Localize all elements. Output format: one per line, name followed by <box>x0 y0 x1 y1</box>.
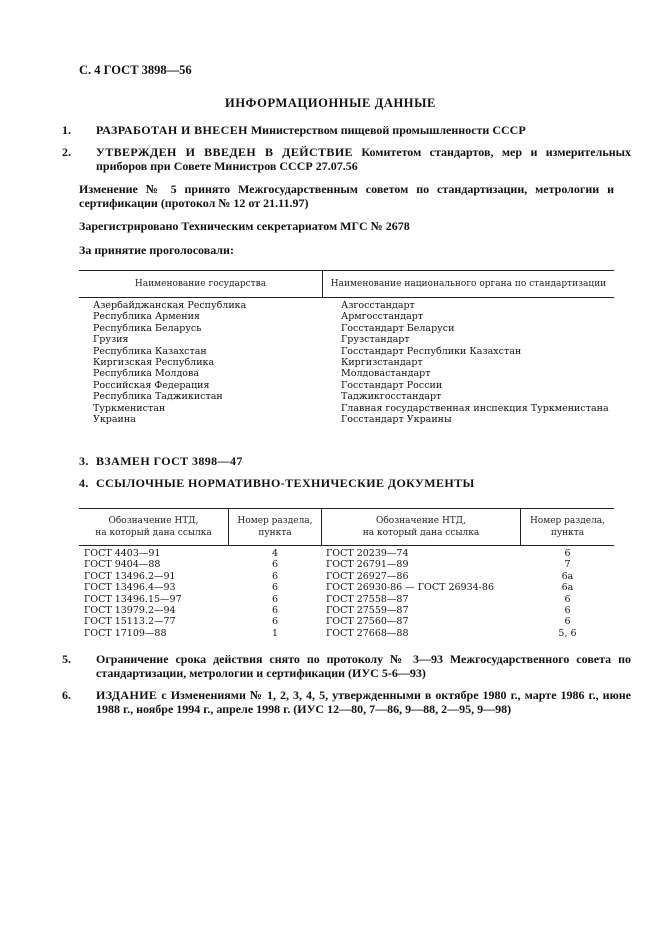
table-cell: 7 <box>564 559 571 571</box>
table-row: Госстандарт Республики Казахстан <box>341 345 522 357</box>
states-column <box>93 300 246 425</box>
table-row: ГОСТ 27559—87 <box>326 605 409 617</box>
table-row: ГОСТ 9404—88 <box>84 559 161 571</box>
registration-note: Зарегистрировано Техническим секретариатом МГС № 2678 <box>79 219 410 233</box>
refs-col-header-section-right: Номер раздела, пункта <box>529 516 606 538</box>
table-row: Армгосстандарт <box>341 311 424 323</box>
item-5: 5. Ограничение срока действия снято по протоколу № 3—93 Межгосударственного совета по стандартизации, метрологии и сертификации (ИУС 5-6—93) <box>62 652 631 680</box>
table-cell: 6 <box>271 582 279 594</box>
table-row: Таджикгосстандарт <box>341 391 442 403</box>
table-row: ГОСТ 4403—91 <box>84 548 161 559</box>
table-row: Туркменистан <box>93 402 166 414</box>
refs-col-header-doc-right: Обозначение НТД, на который дана ссылка <box>362 516 480 538</box>
item-1: 1. РАЗРАБОТАН И ВНЕСЕН Министерством пищевой промышленности СССР <box>62 123 526 137</box>
refs-table-header-rule <box>79 545 614 546</box>
table-row: Главная государственная инспекция Туркменистана <box>341 402 609 414</box>
refs-col-header-doc-left: Обозначение НТД, на который дана ссылка <box>95 516 212 538</box>
table-row: Госстандарт Украины <box>341 414 452 426</box>
table-cell: 6 <box>564 548 571 559</box>
table-row: Грузстандарт <box>341 334 410 346</box>
table-row: ГОСТ 17109—88 <box>84 627 167 639</box>
table-cell: 6 <box>564 593 571 605</box>
table-row: Азгосстандарт <box>341 300 415 311</box>
table-row: Киргизская Республика <box>93 357 215 369</box>
item-6: 6. ИЗДАНИЕ с Изменениями № 1, 2, 3, 4, 5, утвержденными в октябре 1980 г., марте 1986 г., июне 1988 г., ноябре 1994 г., апреле 1998 г. (ИУС 12—80, 7—86, 9—88, 2—95, 9—98) <box>62 688 632 716</box>
table-cell: 5, 6 <box>558 627 577 639</box>
table-row: Азербайджанская Республика <box>93 300 247 311</box>
states-col-header-body: Наименование национального органа по стандартизации <box>330 279 607 289</box>
table-row: Госстандарт России <box>341 379 443 391</box>
table-row: Молдовастандарт <box>341 368 431 380</box>
refs-col-header-section-left: Номер раздела, пункта <box>237 516 313 538</box>
table-row: Госстандарт Беларуси <box>341 322 455 334</box>
table-row: ГОСТ 13496.4—93 <box>84 582 176 594</box>
item-2: 2. УТВЕРЖДЕН И ВВЕДЕН В ДЕЙСТВИЕ Комитетом стандартов, мер и измерительных приборов при Совете Министров СССР 27.07.56 <box>62 145 631 173</box>
table-cell: 4 <box>271 548 279 559</box>
table-row: ГОСТ 26927—86 <box>326 570 409 582</box>
table-row: ГОСТ 13496.2—91 <box>84 570 176 582</box>
table-row: ГОСТ 26791—89 <box>326 559 409 571</box>
table-cell: 6 <box>271 616 279 628</box>
table-row: Республика Таджикистан <box>93 391 223 403</box>
table-row: ГОСТ 13496.15—97 <box>84 593 182 605</box>
table-row: Украина <box>93 414 136 426</box>
states-col-header-state: Наименование государства <box>134 279 267 289</box>
table-cell: 6а <box>561 582 574 594</box>
table-cell: 1 <box>271 627 279 639</box>
section-title: ИНФОРМАЦИОННЫЕ ДАННЫЕ <box>225 96 436 110</box>
refs-table-top-rule <box>79 508 614 509</box>
states-table-top-rule <box>79 270 614 271</box>
table-row: ГОСТ 20239—74 <box>326 548 409 559</box>
table-cell: 6 <box>271 605 279 617</box>
table-cell: 6 <box>271 559 279 571</box>
table-cell: 6 <box>271 570 279 582</box>
refs-left-sections <box>229 548 321 639</box>
amendment-note: Изменение № 5 принято Межгосударственным советом по стандартизации, метрологии и сертификации (протокол № 12 от 21.11.97) <box>79 182 614 210</box>
voted-note: За принятие проголосовали: <box>79 243 234 257</box>
table-cell: 6 <box>271 593 279 605</box>
item-3: 3. ВЗАМЕН ГОСТ 3898—47 <box>79 454 243 468</box>
table-row: ГОСТ 27558—87 <box>326 593 409 605</box>
table-row: Республика Беларусь <box>93 322 202 334</box>
refs-right-docs <box>326 548 494 639</box>
item-4: 4. ССЫЛОЧНЫЕ НОРМАТИВНО-ТЕХНИЧЕСКИЕ ДОКУМЕНТЫ <box>79 476 475 490</box>
table-row: Грузия <box>93 334 129 346</box>
table-row: Республика Молдова <box>93 368 200 380</box>
bodies-column <box>341 300 609 425</box>
page-header: С. 4 ГОСТ 3898—56 <box>79 63 192 77</box>
table-row: Киргизстандарт <box>341 357 423 369</box>
table-cell: 6 <box>564 605 571 617</box>
refs-right-sections <box>521 548 614 639</box>
table-row: ГОСТ 27668—88 <box>326 627 409 639</box>
table-row: ГОСТ 13979.2—94 <box>84 605 176 617</box>
table-row: Российская Федерация <box>93 379 210 391</box>
table-cell: 6 <box>564 616 571 628</box>
table-row: ГОСТ 26930-86 — ГОСТ 26934-86 <box>326 582 494 594</box>
table-cell: 6а <box>561 570 574 582</box>
table-row: ГОСТ 27560—87 <box>326 616 409 628</box>
table-row: Республика Армения <box>93 311 200 323</box>
refs-left-docs <box>84 548 182 639</box>
table-row: ГОСТ 15113.2—77 <box>84 616 176 628</box>
table-row: Республика Казахстан <box>93 345 207 357</box>
states-table-header-rule <box>79 297 614 298</box>
